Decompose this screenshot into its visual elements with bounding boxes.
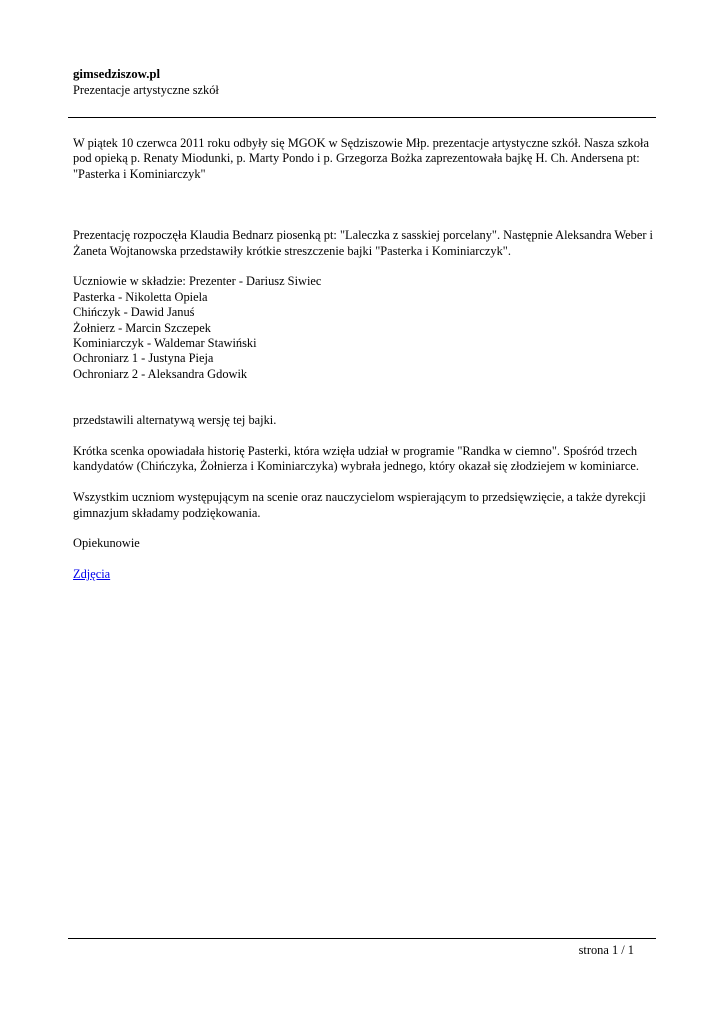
cast-line: Pasterka - Nikoletta Opiela: [73, 289, 208, 304]
photos-link[interactable]: Zdjęcia: [73, 567, 111, 582]
signature: Opiekunowie: [73, 536, 140, 551]
photos-paragraph: [73, 567, 663, 582]
footer-divider: [68, 938, 656, 939]
article-body: [73, 136, 663, 583]
page-number: strona 1 / 1: [578, 943, 634, 957]
cast-line: Żołnierz - Marcin Szczepek: [73, 320, 211, 335]
cast-line: Ochroniarz 1 - Justyna Pieja: [73, 351, 214, 366]
cast-line: Kominiarczyk - Waldemar Stawiński: [73, 336, 257, 351]
header-divider: [68, 117, 656, 118]
opening-paragraph: Prezentację rozpoczęła Klaudia Bednarz piosenką pt: "Laleczka z sasskiej porcelany". Następnie Aleksandra Weber i Żaneta Wojtanowska przedstawiły krótkie streszczenie bajki "Pasterka i Kominiarczyk".: [73, 228, 653, 258]
cast-list: [73, 274, 663, 382]
cast-line: Ochroniarz 2 - Aleksandra Gdowik: [73, 366, 248, 381]
page-header: [73, 66, 663, 98]
article-title: Prezentacje artystyczne szkół: [73, 83, 219, 97]
cast-line: Uczniowie w składzie: Prezenter - Dariusz Siwiec: [73, 274, 322, 289]
intro-paragraph: W piątek 10 czerwca 2011 roku odbyły się MGOK w Sędziszowie Młp. prezentacje artystyczne szkół. Nasza szkoła pod opieką p. Renaty Miodunki, p. Marty Pondo i p. Grzegorza Bożka zaprezentowała bajkę H. Ch. Andersena pt: "Pasterka i Kominiarczyk": [73, 136, 649, 181]
alternative-paragraph: przedstawili alternatywą wersję tej bajki.: [73, 413, 277, 428]
thanks-paragraph: Wszystkim uczniom występującym na scenie oraz nauczycielom wspierającym to przedsięwzięcie, a także dyrekcji gimnazjum składamy podziękowania.: [73, 490, 646, 520]
scene-paragraph: Krótka scenka opowiadała historię Pasterki, która wzięła udział w programie "Randka w ciemno". Spośród trzech kandydatów (Chińczyka, Żołnierza i Kominiarczyka) wybrała jednego, który okazał się złodziejem w kominiarce.: [73, 444, 639, 474]
site-name: gimsedziszow.pl: [73, 67, 161, 81]
cast-line: Chińczyk - Dawid Januś: [73, 305, 195, 320]
